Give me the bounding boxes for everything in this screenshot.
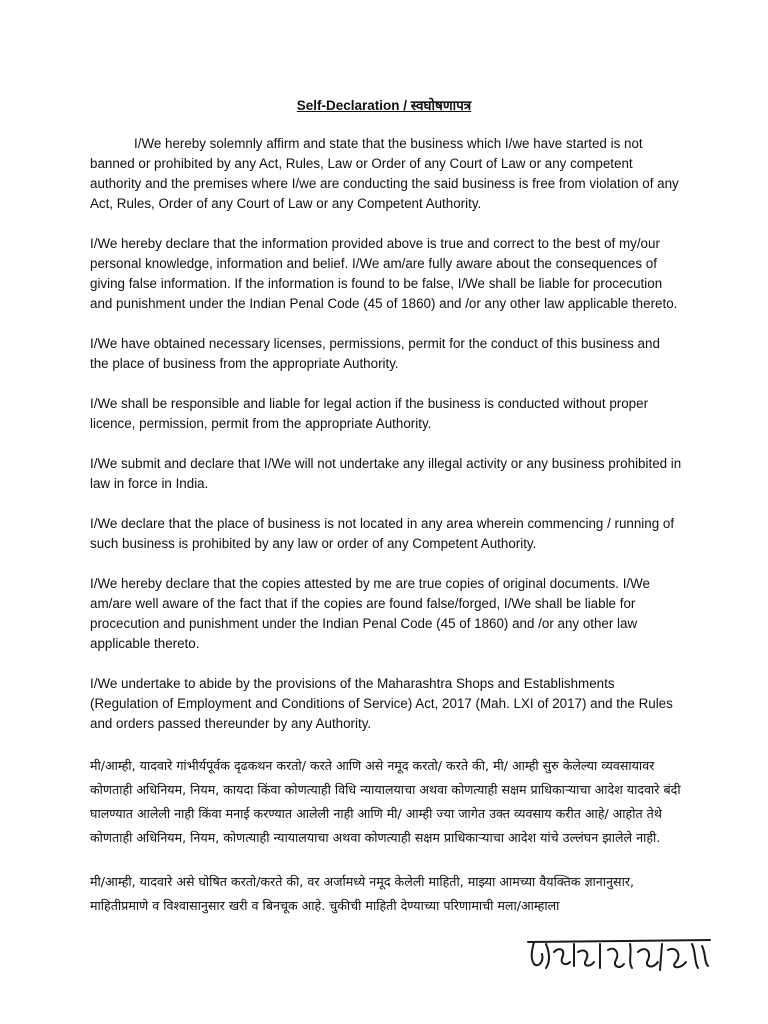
paragraph-licenses: I/We have obtained necessary licenses, permissions, permit for the conduct of this business and the place of business from the appropriate Authority. — [90, 336, 660, 371]
paragraph-copies-attested: I/We hereby declare that the copies attested by me are true copies of original documents. I/We am/are well aware of the fact that if the copies are found false/forged, I/We shall be liable for procecution and punishment under the Indian Penal Code (45 of 1860) and /or any other law applicable thereto. — [90, 576, 650, 651]
paragraph-affirmation: I/We hereby solemnly affirm and state that the business which I/we have started is not banned or prohibited by any Act, Rules, Law or Order of any Court of Law or any competent authority and the premises where I/we are conducting the said business is free from violation of any Act, Rules, Order of any Court of Law or any Competent Authority. — [90, 136, 679, 211]
paragraph-shops-act: I/We undertake to abide by the provisions of the Maharashtra Shops and Establishments (Regulation of Employment and Conditions of Service) Act, 2017 (Mah. LXI of 2017) and the Rules and orders passed thereunder by any Authority. — [90, 676, 673, 731]
paragraph-information-true: I/We hereby declare that the information provided above is true and correct to the best of my/our personal knowledge, information and belief. I/We am/are fully aware about the consequences of giving false information. If the information is found to be false, I/We shall be liable for procecution and punishment under the Indian Penal Code (45 of 1860) and /or any other law applicable thereto. — [90, 236, 678, 311]
paragraph-marathi-affirmation: मी/आम्ही, यादवारे गांभीर्यपूर्वक दृढकथन करतो/ करते आणि असे नमूद करतो/ करते की, मी/ आम्ही सुरु केलेल्या व्यवसायावर कोणताही अधिनियम, नियम, कायदा किंवा कोणत्याही विधि न्यायालयाचा अथवा कोणत्याही सक्षम प्राधिकाऱ्याचा आदेश यादवारे बंदी घालण्यात आलेली नाही किंवा मनाई करण्यात आलेली नाही आणि मी/ आम्ही ज्या जागेत उक्त व्यवसाय करीत आहे/ आहोत तेथे कोणताही अधिनियम, नियम, कोणत्याही न्यायालयाचा अथवा कोणत्याही सक्षम प्राधिकाऱ्याचा आदेश यांचे उल्लंघन झालेले नाही. — [90, 758, 681, 845]
paragraph-no-illegal-activity: I/We submit and declare that I/We will not undertake any illegal activity or any business prohibited in law in force in India. — [90, 456, 682, 491]
document-body — [90, 134, 682, 938]
signature-handwritten — [520, 932, 720, 976]
paragraph-marathi-declaration: मी/आम्ही, यादवारे असे घोषित करतो/करते की, वर अर्जामध्ये नमूद केलेली माहिती, माझ्या आमच्या वैयक्तिक ज्ञानानुसार, माहितीप्रमाणे व विश्वासानुसार खरी व बिनचूक आहे. चुकीची माहिती देण्याच्या परिणामाची मला/आम्हाला — [90, 874, 634, 913]
paragraph-place-of-business: I/We declare that the place of business is not located in any area wherein commencing / running of such business is prohibited by any law or order of any Competent Authority. — [90, 516, 675, 551]
document-title: Self-Declaration / स्वघोषणापत्र — [296, 98, 472, 113]
paragraph-liability: I/We shall be responsible and liable for legal action if the business is conducted without proper licence, permission, permit from the appropriate Authority. — [90, 396, 649, 431]
